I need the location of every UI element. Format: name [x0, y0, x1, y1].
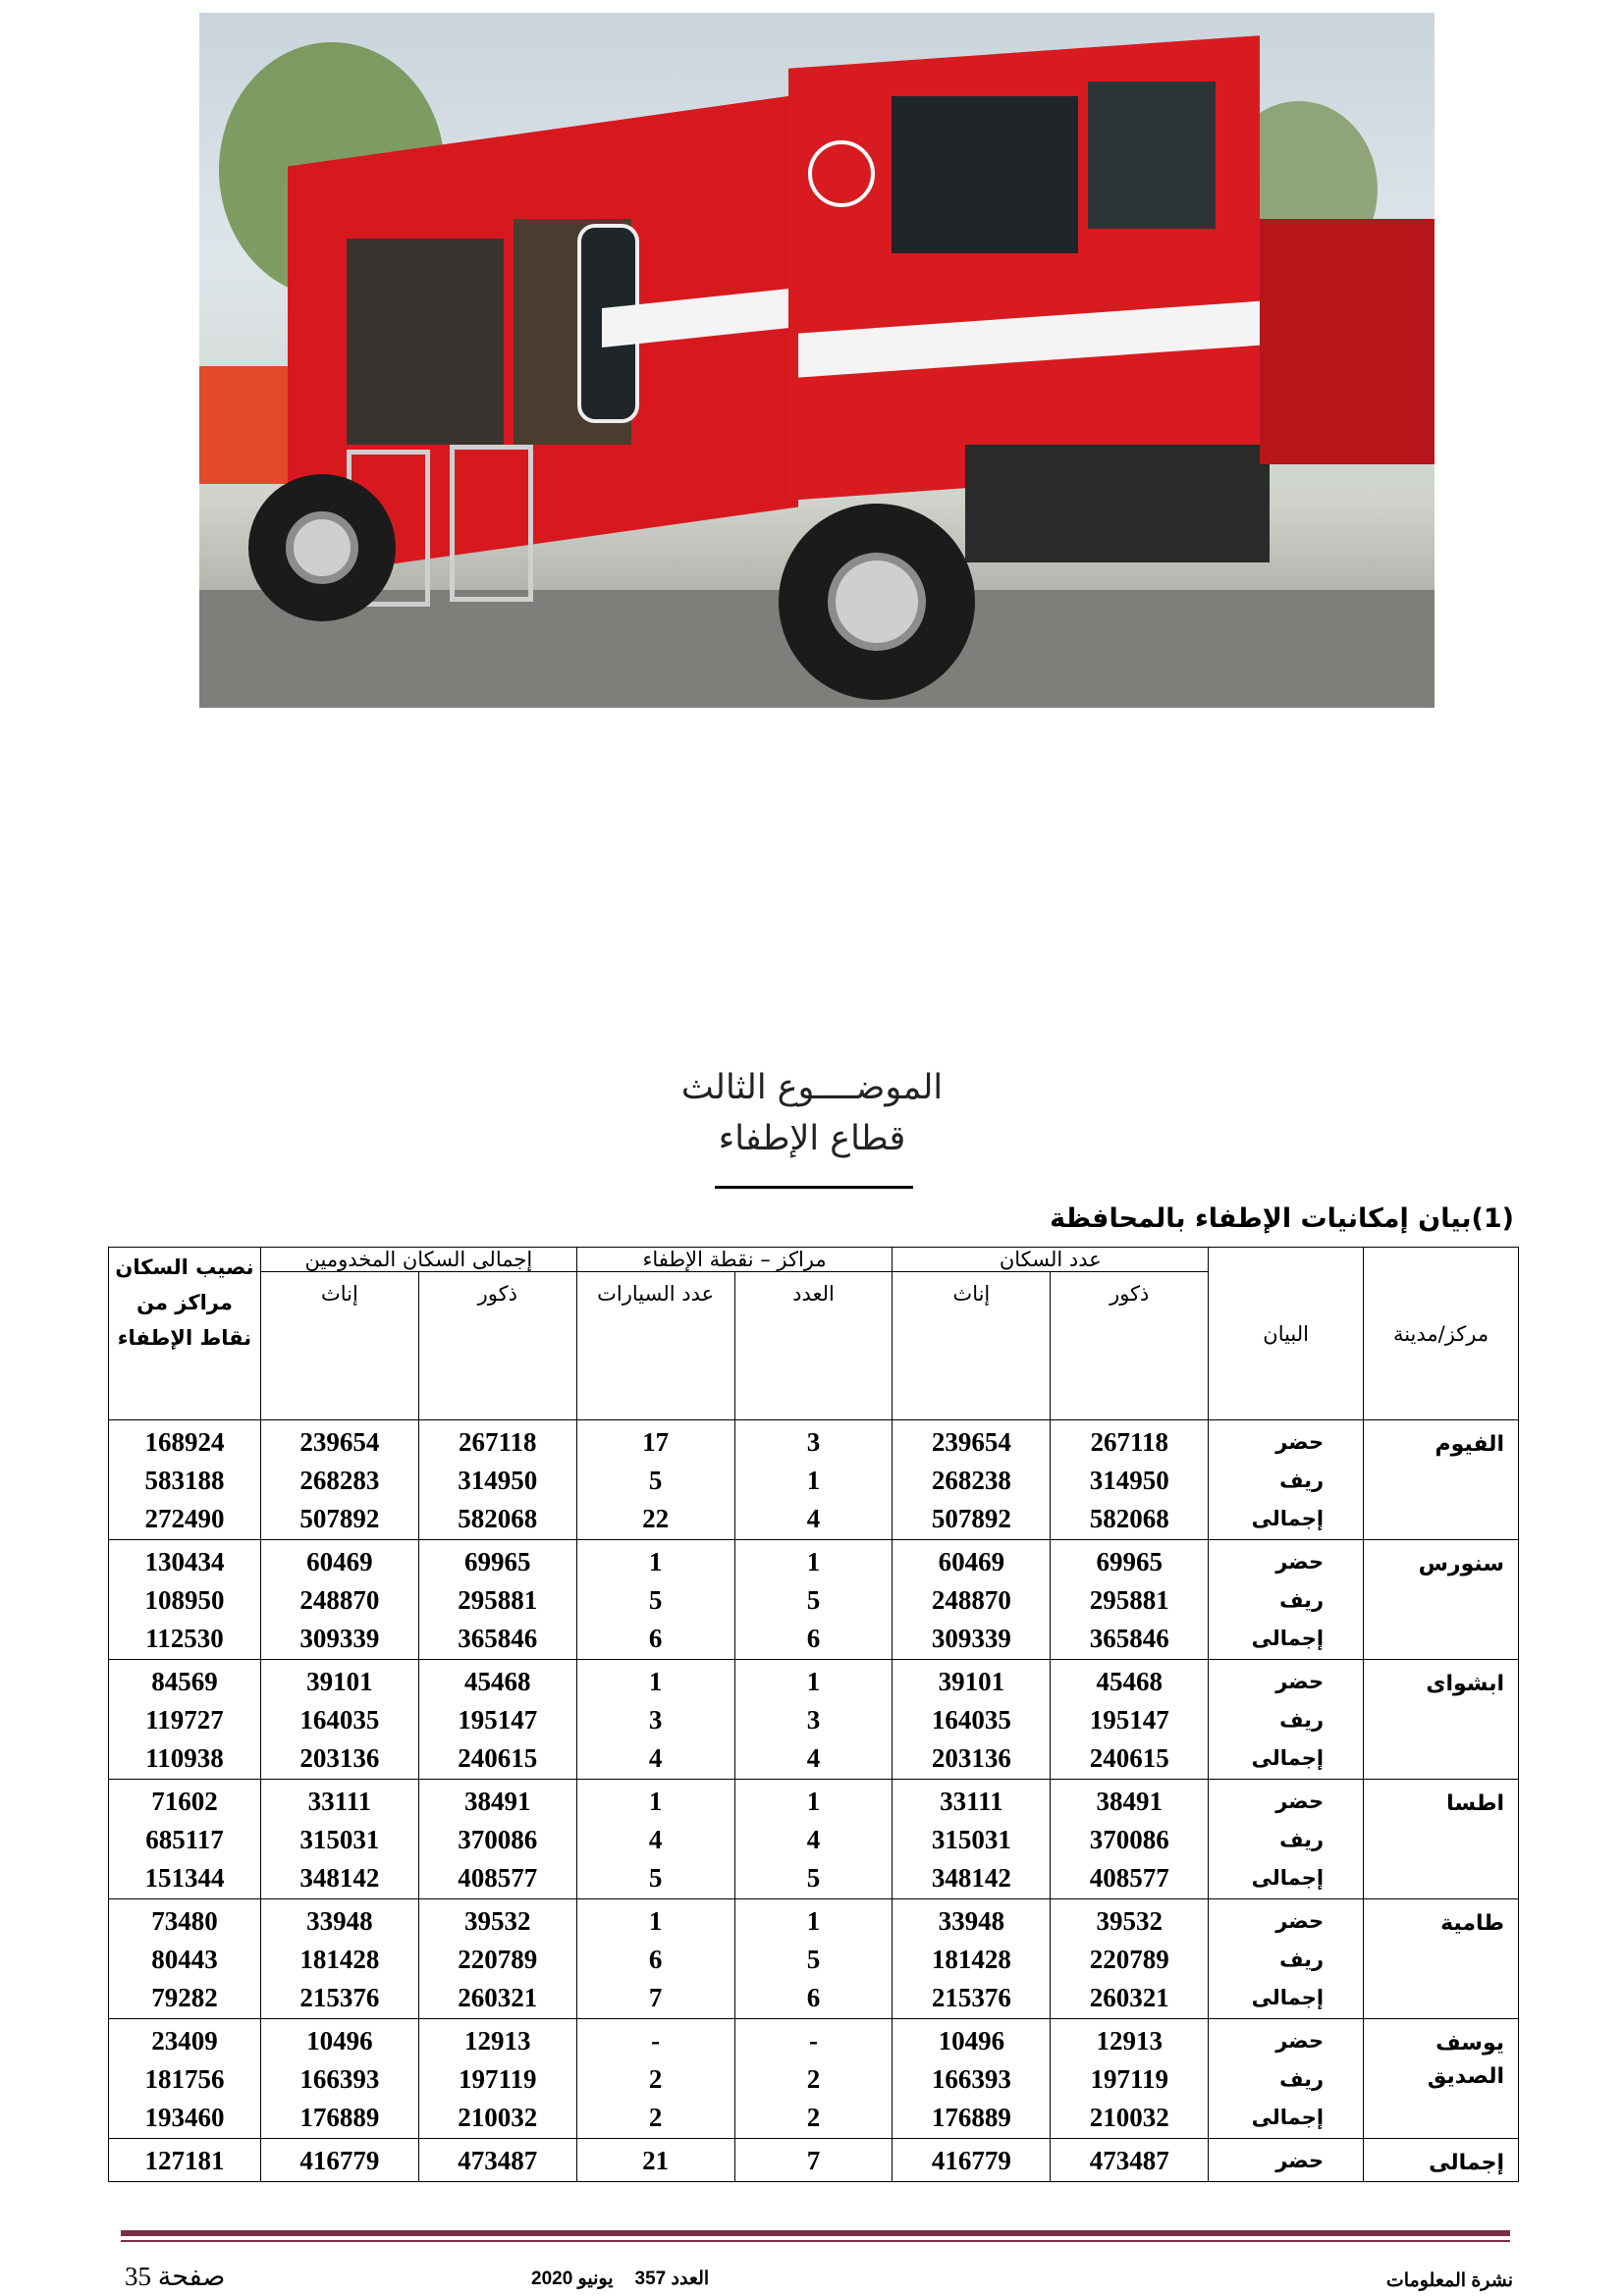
markaz-name: يوسف الصديق — [1364, 2019, 1519, 2139]
served-females-value: 268283 — [299, 1466, 380, 1495]
center-count-value: 4 — [806, 1825, 821, 1854]
served-males-value: 195147 — [458, 1705, 538, 1735]
served-males-value: 220789 — [458, 1945, 538, 1974]
total-car-count: 21 — [642, 2146, 670, 2175]
row-label-value: إجمالى — [1251, 1627, 1325, 1650]
page-number: صفحة 35 — [125, 2262, 226, 2291]
served-males-value: 260321 — [458, 1983, 538, 2012]
served-males-cell — [418, 1660, 576, 1780]
served-females-value: 215376 — [299, 1983, 380, 2012]
served-males-cell — [418, 1420, 576, 1540]
row-label-value: إجمالى — [1251, 1746, 1325, 1770]
center-count-value: 3 — [806, 1705, 821, 1735]
served-males-cell — [418, 2019, 576, 2139]
car-count-value: - — [651, 2026, 661, 2056]
pop-females-value: 507892 — [931, 1504, 1011, 1533]
served-females-value: 166393 — [299, 2064, 380, 2094]
pop-females-cell — [893, 2139, 1051, 2182]
pop-females-cell — [893, 1540, 1051, 1660]
served-females-cell — [260, 2019, 418, 2139]
center-count-value: 6 — [806, 1624, 821, 1653]
total-served-females: 416779 — [299, 2146, 380, 2175]
row-label-value: ريف — [1279, 1948, 1325, 1971]
markaz-name: ابشواى — [1364, 1660, 1519, 1780]
header-share: نصيب السكان مراكز من نقاط الإطفاء — [109, 1248, 261, 1420]
population-share-value: 71602 — [151, 1787, 218, 1816]
car-count-value: 1 — [648, 1787, 663, 1816]
center-count-value: 4 — [806, 1504, 821, 1533]
row-label-cell — [1209, 1780, 1364, 1899]
served-females-value: 239654 — [299, 1427, 380, 1457]
pop-females-cell — [893, 1780, 1051, 1899]
pop-males-cell — [1051, 1540, 1209, 1660]
car-count-value: 4 — [648, 1825, 663, 1854]
header-population: عدد السكان — [893, 1248, 1209, 1272]
center-count-cell — [734, 1780, 893, 1899]
pop-males-value: 195147 — [1089, 1705, 1169, 1735]
row-label-value: إجمالى — [1251, 1507, 1325, 1530]
row-label-value: إجمالى — [1251, 2106, 1325, 2129]
center-count-cell — [734, 1420, 893, 1540]
served-females-value: 507892 — [299, 1504, 380, 1533]
served-females-value: 315031 — [299, 1825, 380, 1854]
pop-females-cell — [893, 1899, 1051, 2019]
car-count-cell — [576, 2139, 734, 2182]
car-count-value: 22 — [642, 1504, 670, 1533]
served-males-value: 408577 — [458, 1863, 538, 1893]
markaz-name: اطسا — [1364, 1780, 1519, 1899]
car-count-value: 2 — [648, 2064, 663, 2094]
center-count-cell — [734, 2019, 893, 2139]
car-count-cell — [576, 1540, 734, 1660]
center-count-cell — [734, 2139, 893, 2182]
center-count-value: 1 — [806, 1466, 821, 1495]
car-count-value: 3 — [648, 1705, 663, 1735]
row-label-value: حضر — [1275, 2029, 1325, 2053]
population-share-value: 181756 — [144, 2064, 225, 2094]
table-row — [109, 2019, 1519, 2139]
center-count-cell — [734, 1540, 893, 1660]
pop-females-value: 215376 — [931, 1983, 1011, 2012]
row-label-value: حضر — [1275, 1550, 1325, 1574]
issue-number: العدد 357 — [634, 2269, 710, 2289]
served-males-value: 365846 — [458, 1624, 538, 1653]
served-males-value: 39532 — [464, 1906, 531, 1936]
served-males-value: 197119 — [459, 2064, 537, 2094]
population-share-value: 151344 — [144, 1863, 225, 1893]
population-share-value: 272490 — [144, 1504, 225, 1533]
pop-females-value: 248870 — [931, 1585, 1011, 1615]
pop-males-value: 314950 — [1089, 1466, 1169, 1495]
total-center-count: 7 — [806, 2146, 821, 2175]
car-count-value: 4 — [648, 1743, 663, 1773]
row-label-value: ريف — [1279, 1828, 1325, 1851]
pop-females-cell — [893, 1420, 1051, 1540]
windshield — [1088, 81, 1216, 229]
row-label-value: ريف — [1279, 1708, 1325, 1732]
car-count-value: 2 — [648, 2103, 663, 2132]
served-males-cell — [418, 1899, 576, 2019]
center-count-cell — [734, 1660, 893, 1780]
pop-males-value: 582068 — [1089, 1504, 1169, 1533]
pop-females-value: 176889 — [931, 2103, 1011, 2132]
served-females-value: 33948 — [306, 1906, 373, 1936]
pop-females-value: 348142 — [931, 1863, 1011, 1893]
heading-underline — [715, 1186, 913, 1189]
pop-males-value: 69965 — [1096, 1547, 1163, 1576]
pop-males-value: 45468 — [1096, 1667, 1163, 1696]
served-females-cell — [260, 1660, 418, 1780]
served-males-value: 267118 — [459, 1427, 537, 1457]
population-share-value: 108950 — [144, 1585, 225, 1615]
pop-males-value: 408577 — [1089, 1863, 1169, 1893]
served-females-cell — [260, 2139, 418, 2182]
population-share-value: 583188 — [144, 1466, 225, 1495]
row-label-value: حضر — [1275, 1430, 1325, 1454]
markaz-name: سنورس — [1364, 1540, 1519, 1660]
header-served-males: ذكور — [418, 1272, 576, 1420]
served-males-value: 295881 — [458, 1585, 538, 1615]
total-row — [109, 2139, 1519, 2182]
pop-females-value: 166393 — [931, 2064, 1011, 2094]
served-females-value: 203136 — [299, 1743, 380, 1773]
pop-females-value: 203136 — [931, 1743, 1011, 1773]
population-share-value: 112530 — [145, 1624, 224, 1653]
served-males-value: 240615 — [458, 1743, 538, 1773]
pop-females-cell — [893, 2019, 1051, 2139]
row-label-cell — [1209, 1660, 1364, 1780]
car-count-value: 6 — [648, 1945, 663, 1974]
header-bayan: البيان — [1209, 1248, 1364, 1420]
center-count-value: 1 — [806, 1667, 821, 1696]
header-count: العدد — [734, 1272, 893, 1420]
population-share-value: 80443 — [151, 1945, 218, 1974]
car-count-value: 17 — [642, 1427, 670, 1457]
header-centers: مراكز – نقطة الإطفاء — [576, 1248, 893, 1272]
pop-males-value: 267118 — [1090, 1427, 1168, 1457]
row-label-cell — [1209, 1899, 1364, 2019]
pop-females-value: 268238 — [931, 1466, 1011, 1495]
served-females-cell — [260, 1540, 418, 1660]
row-label-value: ريف — [1279, 2067, 1325, 2091]
served-females-value: 348142 — [299, 1863, 380, 1893]
center-count-value: 4 — [806, 1743, 821, 1773]
row-label-value: حضر — [1275, 1789, 1325, 1813]
center-count-value: 1 — [806, 1787, 821, 1816]
served-males-value: 582068 — [458, 1504, 538, 1533]
pop-males-value: 365846 — [1089, 1624, 1169, 1653]
pop-females-value: 181428 — [931, 1945, 1011, 1974]
population-share-cell — [109, 1780, 261, 1899]
header-markaz: مركز/مدينة — [1364, 1248, 1519, 1420]
pop-males-value: 210032 — [1089, 2103, 1169, 2132]
population-share-cell — [109, 1420, 261, 1540]
markaz-name: طامية — [1364, 1899, 1519, 2019]
car-count-value: 6 — [648, 1624, 663, 1653]
population-share-cell — [109, 1540, 261, 1660]
header-cars: عدد السيارات — [576, 1272, 734, 1420]
car-count-value: 5 — [648, 1466, 663, 1495]
pop-males-value: 12913 — [1096, 2026, 1163, 2056]
population-share-value: 119727 — [145, 1705, 224, 1735]
table-row — [109, 1899, 1519, 2019]
center-count-value: 1 — [806, 1547, 821, 1576]
served-females-value: 39101 — [306, 1667, 373, 1696]
population-share-value: 685117 — [145, 1825, 224, 1854]
table-row — [109, 1660, 1519, 1780]
pop-females-value: 39101 — [938, 1667, 1005, 1696]
car-count-value: 1 — [648, 1667, 663, 1696]
markaz-name: الفيوم — [1364, 1420, 1519, 1540]
car-count-value: 1 — [648, 1906, 663, 1936]
served-females-value: 248870 — [299, 1585, 380, 1615]
table-row — [109, 1540, 1519, 1660]
served-males-cell — [418, 1540, 576, 1660]
center-count-value: 1 — [806, 1906, 821, 1936]
table-row — [109, 1780, 1519, 1899]
topic-heading: الموضــــوع الثالث — [680, 1068, 944, 1107]
population-share-cell — [109, 2019, 261, 2139]
pop-males-cell — [1051, 1899, 1209, 2019]
served-females-value: 10496 — [306, 2026, 373, 2056]
row-label-cell — [1209, 1420, 1364, 1540]
publication-name: نشرة المعلومات — [1385, 2270, 1513, 2291]
served-females-value: 60469 — [306, 1547, 373, 1576]
served-males-value: 210032 — [458, 2103, 538, 2132]
population-share-cell — [109, 1899, 261, 2019]
served-males-value: 370086 — [458, 1825, 538, 1854]
pop-males-value: 197119 — [1090, 2064, 1168, 2094]
header-pop-males: ذكور — [1051, 1272, 1209, 1420]
served-males-value: 45468 — [464, 1667, 531, 1696]
wheel-hub — [828, 553, 926, 651]
pop-males-value: 240615 — [1089, 1743, 1169, 1773]
total-name: إجمالى — [1364, 2139, 1519, 2182]
pop-females-value: 239654 — [931, 1427, 1011, 1457]
served-males-value: 38491 — [464, 1787, 531, 1816]
side-ladder — [450, 445, 533, 602]
header-pop-females: إناث — [893, 1272, 1051, 1420]
served-males-value: 69965 — [464, 1547, 531, 1576]
pop-females-value: 33111 — [940, 1787, 1003, 1816]
header-served: إجمالى السكان المخدومين — [260, 1248, 576, 1272]
footer-rule-thin — [121, 2240, 1510, 2242]
served-females-value: 181428 — [299, 1945, 380, 1974]
row-label-cell — [1209, 2019, 1364, 2139]
car-count-value: 1 — [648, 1547, 663, 1576]
row-label-value: ريف — [1279, 1468, 1325, 1492]
pop-females-value: 315031 — [931, 1825, 1011, 1854]
pop-males-cell — [1051, 1420, 1209, 1540]
equipment-compartment — [347, 239, 504, 445]
car-count-cell — [576, 1660, 734, 1780]
population-share-value: 168924 — [144, 1427, 225, 1457]
population-share-cell — [109, 2139, 261, 2182]
population-share-value: 110938 — [145, 1743, 224, 1773]
center-count-value: 5 — [806, 1863, 821, 1893]
pop-females-cell — [893, 1660, 1051, 1780]
center-count-value: 6 — [806, 1983, 821, 2012]
front-bumper — [965, 445, 1270, 562]
center-count-value: 5 — [806, 1945, 821, 1974]
served-females-value: 164035 — [299, 1705, 380, 1735]
table-row — [109, 1420, 1519, 1540]
pop-males-value: 38491 — [1096, 1787, 1163, 1816]
served-males-value: 314950 — [458, 1466, 538, 1495]
served-males-cell — [418, 2139, 576, 2182]
pop-females-value: 164035 — [931, 1705, 1011, 1735]
population-share-value: 73480 — [151, 1906, 218, 1936]
served-females-cell — [260, 1420, 418, 1540]
served-females-value: 33111 — [307, 1787, 372, 1816]
total-population-share: 127181 — [144, 2146, 225, 2175]
row-label-value: إجمالى — [1251, 1866, 1325, 1890]
total-served-males: 473487 — [458, 2146, 538, 2175]
car-count-value: 5 — [648, 1585, 663, 1615]
pop-females-value: 33948 — [938, 1906, 1005, 1936]
pop-males-value: 370086 — [1089, 1825, 1169, 1854]
population-share-value: 193460 — [144, 2103, 225, 2132]
population-share-value: 23409 — [151, 2026, 218, 2056]
center-count-value: 2 — [806, 2103, 821, 2132]
emblem-icon — [808, 140, 875, 207]
center-count-value: - — [809, 2026, 818, 2056]
population-share-cell — [109, 1660, 261, 1780]
pop-males-value: 220789 — [1089, 1945, 1169, 1974]
sector-heading: قطاع الإطفاء — [718, 1119, 906, 1158]
car-count-value: 7 — [648, 1983, 663, 2012]
served-males-cell — [418, 1780, 576, 1899]
center-count-cell — [734, 1899, 893, 2019]
served-females-value: 176889 — [299, 2103, 380, 2132]
second-truck — [1260, 219, 1435, 464]
row-label-value: إجمالى — [1251, 1986, 1325, 2009]
center-count-value: 5 — [806, 1585, 821, 1615]
pop-males-value: 260321 — [1089, 1983, 1169, 2012]
fire-capabilities-table — [108, 1247, 1519, 2182]
pop-females-value: 10496 — [938, 2026, 1005, 2056]
pop-males-cell — [1051, 1660, 1209, 1780]
served-females-cell — [260, 1780, 418, 1899]
pop-males-cell — [1051, 1780, 1209, 1899]
served-females-cell — [260, 1899, 418, 2019]
served-males-value: 12913 — [464, 2026, 531, 2056]
pop-males-cell — [1051, 2139, 1209, 2182]
pop-females-value: 60469 — [938, 1547, 1005, 1576]
population-share-value: 130434 — [144, 1547, 225, 1576]
cab-window — [892, 96, 1078, 253]
population-share-value: 79282 — [151, 1983, 218, 2012]
total-pop-males: 473487 — [1089, 2146, 1169, 2175]
car-count-value: 5 — [648, 1863, 663, 1893]
footer-rule — [121, 2230, 1510, 2236]
row-label-value: حضر — [1275, 1670, 1325, 1693]
car-count-cell — [576, 2019, 734, 2139]
fire-truck-photo — [199, 13, 1435, 708]
served-females-value: 309339 — [299, 1624, 380, 1653]
header-served-females: إناث — [260, 1272, 418, 1420]
row-label-value: ريف — [1279, 1588, 1325, 1612]
total-pop-females: 416779 — [931, 2146, 1011, 2175]
pop-males-cell — [1051, 2019, 1209, 2139]
row-label-cell — [1209, 2139, 1364, 2182]
center-count-value: 2 — [806, 2064, 821, 2094]
pop-males-value: 295881 — [1089, 1585, 1169, 1615]
wheel-hub — [286, 511, 358, 584]
car-count-cell — [576, 1420, 734, 1540]
car-count-cell — [576, 1780, 734, 1899]
total-row-label: حضر — [1275, 2149, 1325, 2172]
car-count-cell — [576, 1899, 734, 2019]
row-label-value: حضر — [1275, 1909, 1325, 1933]
table-caption: (1)بيان إمكانيات الإطفاء بالمحافظة — [1050, 1203, 1514, 1234]
issue-date: يونيو 2020 — [531, 2269, 614, 2289]
pop-females-value: 309339 — [931, 1624, 1011, 1653]
population-share-value: 84569 — [151, 1667, 218, 1696]
center-count-value: 3 — [806, 1427, 821, 1457]
pop-males-value: 39532 — [1096, 1906, 1163, 1936]
row-label-cell — [1209, 1540, 1364, 1660]
issue-info — [510, 2268, 709, 2290]
